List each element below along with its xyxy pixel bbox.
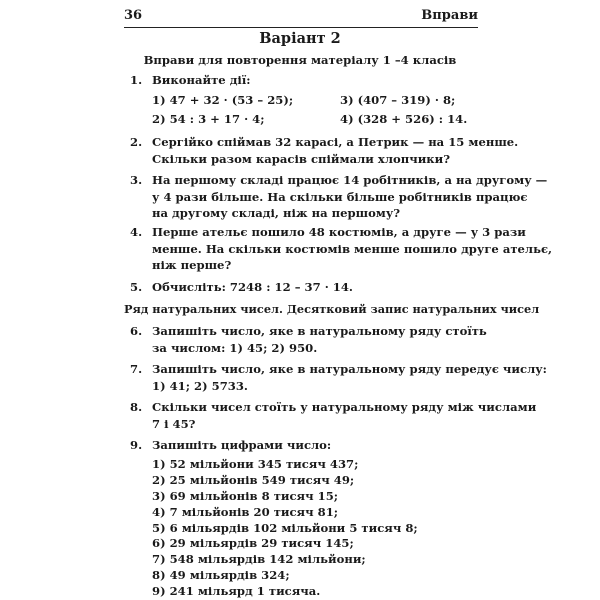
list-item: 8) 49 мільярдів 324; — [152, 568, 290, 583]
list-item: 6) 29 мільярдів 29 тисяч 145; — [152, 536, 354, 551]
expression: 2) 54 : 3 + 17 · 4; — [152, 112, 265, 126]
exercise-text: Сергійко спіймав 32 карасі, а Петрик — на 15 менше. — [152, 135, 519, 149]
exercise-text: ніж перше? — [152, 258, 232, 272]
exercises-subtitle: Вправи для повторення матеріалу 1 –4 класів — [143, 53, 457, 67]
exercise-number: 2. — [130, 135, 143, 149]
page-number: 36 — [124, 8, 143, 23]
exercise-text: Запишіть число, яке в натуральному ряду стоїть — [152, 324, 487, 338]
section-heading: Ряд натуральних чисел. Десятковий запис натуральних чисел — [124, 302, 540, 316]
running-header — [124, 5, 478, 28]
list-item: 5) 6 мільярдів 102 мільйони 5 тисяч 8; — [152, 520, 418, 535]
exercise-text: на другому складі, ніж на першому? — [152, 206, 401, 220]
exercise-text: 7 і 45? — [152, 417, 196, 431]
expression: 4) (328 + 526) : 14. — [340, 112, 468, 126]
exercise-text: Запишіть цифрами число: — [152, 438, 332, 452]
list-item: 3) 69 мільйонів 8 тисяч 15; — [152, 488, 339, 503]
exercise-text: за числом: 1) 45; 2) 950. — [152, 341, 318, 355]
exercise-text: Запишіть число, яке в натуральному ряду передує числу: — [152, 362, 547, 376]
exercise-text: менше. На скільки костюмів менше пошило друге ательє, — [152, 242, 553, 256]
exercise-text: 1) 41; 2) 5733. — [152, 379, 248, 393]
expression: 3) (407 – 319) · 8; — [340, 93, 456, 107]
exercise-number: 6. — [130, 324, 143, 338]
list-item: 2) 25 мільйонів 549 тисяч 49; — [152, 472, 355, 487]
exercise-text: Виконайте дії: — [152, 73, 251, 87]
running-section-title: Вправи — [421, 8, 478, 23]
exercise-number: 7. — [130, 362, 143, 376]
exercise-number: 5. — [130, 280, 143, 294]
exercise-text: Обчисліть: 7248 : 12 – 37 · 14. — [152, 280, 353, 294]
list-item: 7) 548 мільярдів 142 мільйони; — [152, 552, 366, 567]
expression: 1) 47 + 32 · (53 – 25); — [152, 93, 294, 107]
list-item: 4) 7 мільйонів 20 тисяч 81; — [152, 504, 339, 519]
exercise-text: Перше ательє пошило 48 костюмів, а друге — у 3 рази — [152, 225, 526, 239]
exercise-number: 9. — [130, 438, 143, 452]
list-item: 9) 241 мільярд 1 тисяча. — [152, 584, 321, 598]
exercise-number: 8. — [130, 400, 143, 414]
exercise-text: Скільки разом карасів спіймали хлопчики? — [152, 152, 451, 166]
exercise-text: у 4 рази більше. На скільки більше робітників працює — [152, 190, 528, 204]
exercise-number: 4. — [130, 225, 143, 239]
exercise-number: 3. — [130, 173, 143, 187]
list-item: 1) 52 мільйони 345 тисяч 437; — [152, 457, 359, 471]
exercise-text: Скільки чисел стоїть у натуральному ряду між числами — [152, 400, 537, 414]
exercise-number: 1. — [130, 73, 143, 87]
exercise-text: На першому складі працює 14 робітників, а на другому — — [152, 173, 548, 187]
variant-title: Варіант 2 — [259, 30, 341, 47]
